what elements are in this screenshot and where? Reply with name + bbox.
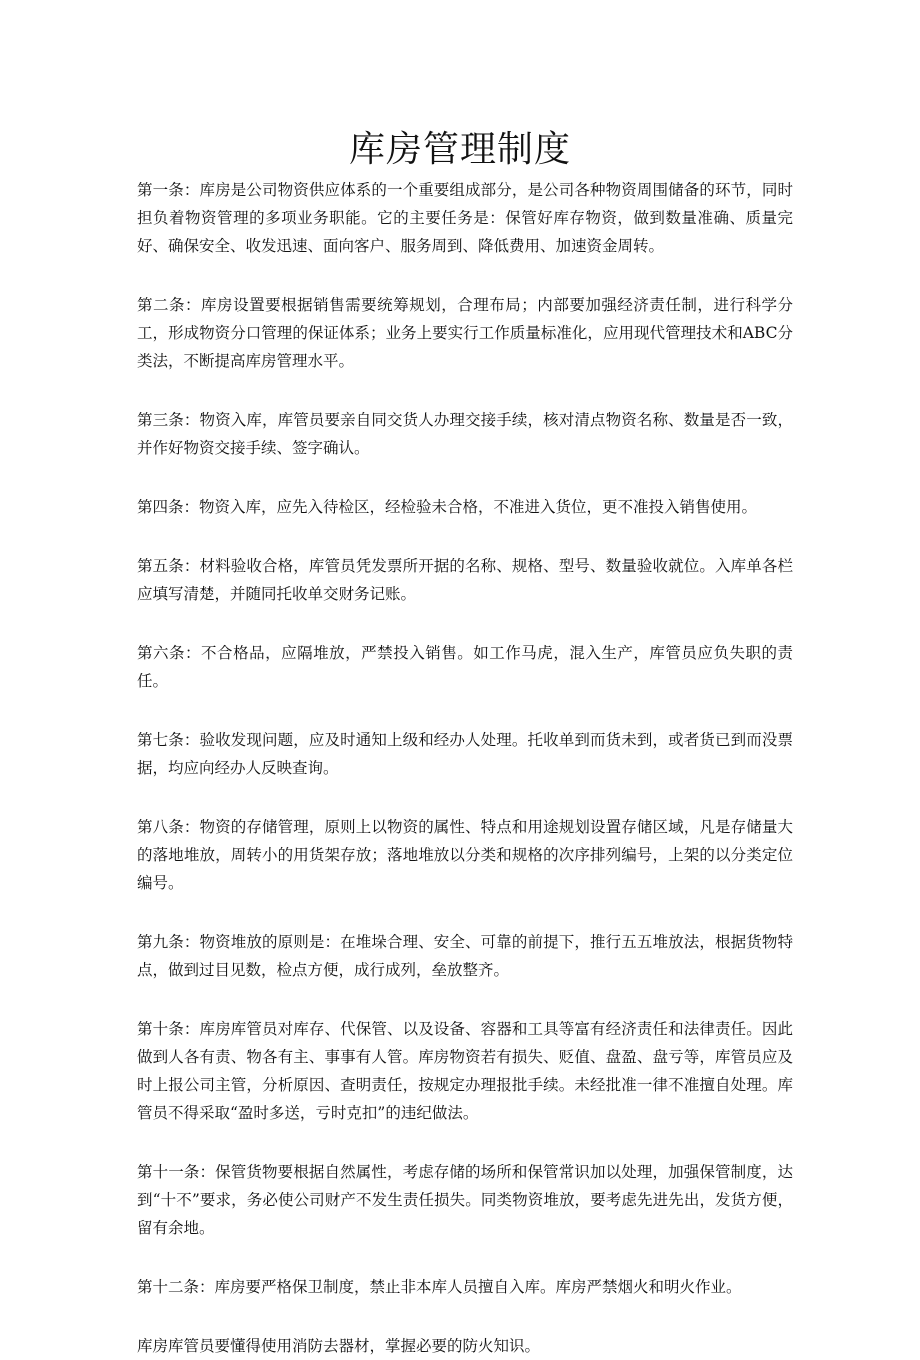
article-11: 第十一条：保管货物要根据自然属性，考虑存储的场所和保管常识加以处理，加强保管制度，达到“十不”要求，务必使公司财产不发生责任损失。同类物资堆放，要考虑先进先出，发货方便，留有余地。: [137, 1163, 793, 1237]
article-6: 第六条：不合格品，应隔堆放，严禁投入销售。如工作马虎，混入生产，库管员应负失职的责任。: [137, 644, 793, 690]
document-title: 库房管理制度: [348, 129, 571, 170]
article-1: 第一条：库房是公司物资供应体系的一个重要组成部分，是公司各种物资周围储备的环节，同时担负着物资管理的多项业务职能。它的主要任务是：保管好库存物资，做到数量准确、质量完好、确保安全、收发迅速、面向客户、服务周到、降低费用、加速资金周转。: [137, 181, 793, 255]
article-9: 第九条：物资堆放的原则是：在堆垛合理、安全、可靠的前提下，推行五五堆放法，根据货物特点，做到过目见数，检点方便，成行成列，垒放整齐。: [137, 933, 793, 979]
article-10: 第十条：库房库管员对库存、代保管、以及设备、容器和工具等富有经济责任和法律责任。因此做到人各有责、物各有主、事事有人管。库房物资若有损失、贬值、盘盈、盘亏等，库管员应及时上报公司主管，分析原因、查明责任，按规定办理报批手续。未经批准一律不准擅自处理。库管员不得采取“盈时多送，亏时克扣”的违纪做法。: [137, 1020, 793, 1122]
article-12: 第十二条：库房要严格保卫制度，禁止非本库人员擅自入库。库房严禁烟火和明火作业。: [137, 1278, 742, 1296]
article-8: 第八条：物资的存储管理，原则上以物资的属性、特点和用途规划设置存储区域，凡是存储量大的落地堆放，周转小的用货架存放；落地堆放以分类和规格的次序排列编号，上架的以分类定位编号。: [137, 818, 793, 892]
fire-safety-note: 库房库管员要懂得使用消防去器材，掌握必要的防火知识。: [137, 1337, 541, 1355]
article-3: 第三条：物资入库，库管员要亲自同交货人办理交接手续，核对清点物资名称、数量是否一致，并作好物资交接手续、签字确认。: [137, 411, 793, 457]
article-4: 第四条：物资入库，应先入待检区，经检验未合格，不准进入货位，更不准投入销售使用。: [137, 498, 758, 516]
document-body: [137, 176, 793, 1360]
article-2: 第二条：库房设置要根据销售需要统筹规划，合理布局；内部要加强经济责任制，进行科学分工，形成物资分口管理的保证体系；业务上要实行工作质量标准化，应用现代管理技术和ABC分类法，不断提高库房管理水平。: [137, 296, 793, 370]
article-7: 第七条：验收发现问题，应及时通知上级和经办人处理。托收单到而货未到，或者货已到而没票据，均应向经办人反映查询。: [137, 731, 793, 777]
article-5: 第五条：材料验收合格，库管员凭发票所开据的名称、规格、型号、数量验收就位。入库单各栏应填写清楚，并随同托收单交财务记账。: [137, 557, 793, 603]
